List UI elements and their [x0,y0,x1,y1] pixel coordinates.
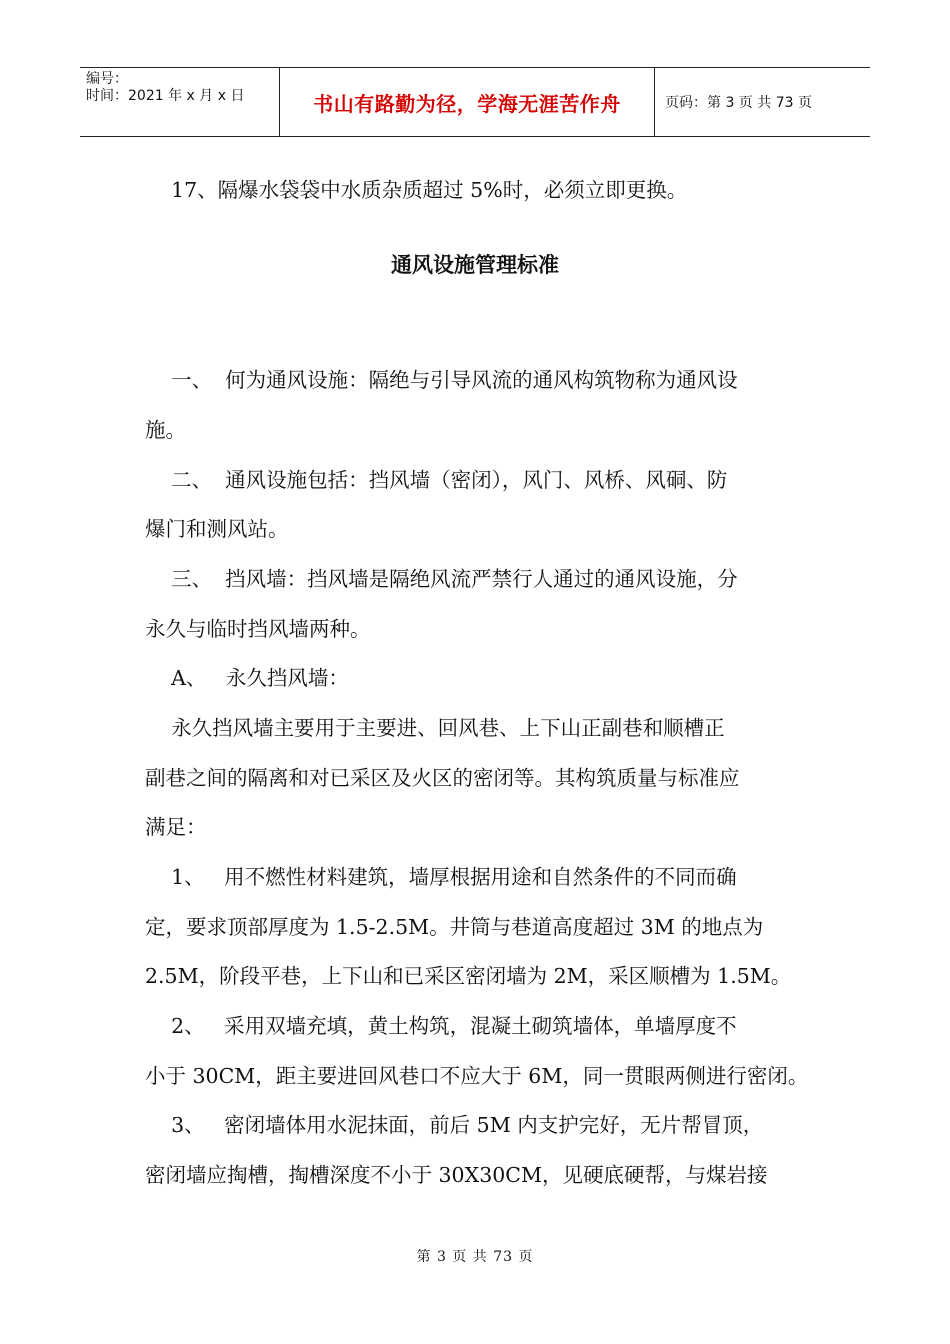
body-line: 副巷之间的隔离和对已采区及火区的密闭等。其构筑质量与标准应 [145,766,740,790]
body-line: 3、 密闭墙体用水泥抹面，前后 5M 内支护完好，无片帮冒顶， [145,1113,764,1137]
doc-number-label: 编号： [86,71,128,87]
body-line: 17、隔爆水袋袋中水质杂质超过 5%时，必须立即更换。 [145,178,688,202]
body-line: 小于 30CM，距主要进回风巷口不应大于 6M，同一贯眼两侧进行密闭。 [145,1064,809,1088]
body-line: 1、 用不燃性材料建筑，墙厚根据用途和自然条件的不同而确 [145,865,737,889]
body-line: 一、 何为通风设施：隔绝与引导风流的通风构筑物称为通风设 [145,368,738,392]
header-page-info: 页码：第 3 页 共 73 页 [665,95,812,111]
doc-time-label: 时间：2021 年 x 月 x 日 [86,88,245,104]
body-line: 爆门和测风站。 [145,517,289,541]
body-line: 密闭墙应掏槽，掏槽深度不小于 30X30CM，见硬底硬帮，与煤岩接 [145,1163,768,1187]
body-line: 永久挡风墙主要用于主要进、回风巷、上下山正副巷和顺槽正 [145,716,725,740]
body-line: 2、 采用双墙充填，黄土构筑，混凝土砌筑墙体，单墙厚度不 [145,1014,737,1038]
page-footer: 第 3 页 共 73 页 [416,1249,534,1265]
body-line: 永久与临时挡风墙两种。 [145,617,371,641]
body-line: 三、 挡风墙：挡风墙是隔绝风流严禁行人通过的通风设施，分 [145,567,738,591]
header-motto: 书山有路勤为径，学海无涯苦作舟 [280,68,655,136]
body-line: A、 永久挡风墙： [145,666,349,690]
body-line: 2.5M，阶段平巷，上下山和已采区密闭墙为 2M，采区顺槽为 1.5M。 [145,964,792,988]
body-line: 施。 [145,418,186,442]
document-body [145,0,809,1344]
body-line: 满足： [145,815,207,839]
body-line: 二、 通风设施包括：挡风墙（密闭），风门、风桥、风硐、防 [145,468,728,492]
body-line: 定，要求顶部厚度为 1.5-2.5M。井筒与巷道高度超过 3M 的地点为 [145,915,764,939]
section-title: 通风设施管理标准 [391,253,559,277]
